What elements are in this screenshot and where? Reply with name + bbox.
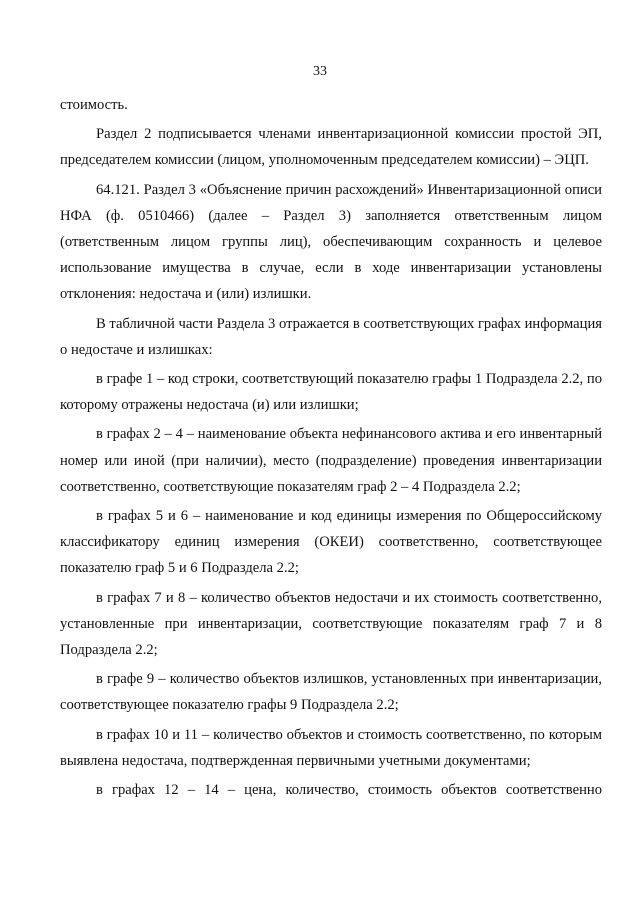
paragraph-continuation: стоимость. (60, 97, 128, 113)
paragraph-section2-signing: Раздел 2 подписывается членами инвентаризационной комиссии простой ЭП, председателем комиссии (лицом, уполномоченным председателем комиссии) – ЭЦП. (60, 126, 602, 169)
paragraph-columns-7-8: в графах 7 и 8 – количество объектов недостачи и их стоимость соответственно, установленные при инвентаризации, соответствующие показателям граф 7 и 8 Подраздела 2.2; (60, 589, 602, 659)
paragraph-column-9: в графе 9 – количество объектов излишков, установленных при инвентаризации, соответствующее показателю графы 9 Подраздела 2.2; (60, 671, 602, 714)
paragraph-table-part: В табличной части Раздела 3 отражается в соответствующих графах информация о недостаче и излишках: (60, 315, 602, 358)
paragraph-columns-10-11: в графах 10 и 11 – количество объектов и стоимость соответственно, по которым выявлена недостача, подтвержденная первичными учетными документами; (60, 726, 602, 769)
paragraph-columns-12-14: в графах 12 – 14 – цена, количество, стоимость объектов соответственно (96, 782, 602, 799)
paragraph-columns-2-4: в графах 2 – 4 – наименование объекта нефинансового актива и его инвентарный номер или иной (при наличии), место (подразделение) проведения инвентаризации соответственно, соответствующие показателям граф 2 – 4 Подраздела 2.2; (60, 426, 602, 495)
document-body (60, 92, 602, 803)
paragraph-columns-5-6: в графах 5 и 6 – наименование и код единицы измерения по Общероссийскому классификатору единиц измерения (ОКЕИ) соответственно, соответствующее показателю граф 5 и 6 Подраздела 2.2; (60, 508, 602, 577)
paragraph-64-121: 64.121. Раздел 3 «Объяснение причин расхождений» Инвентаризационной описи НФА (ф. 0510466) (далее – Раздел 3) заполняется ответственным лицом (ответственным лицом группы лиц), обеспечивающим сохранность и целевое использование имущества в случае, если в ходе инвентаризации установлены отклонения: недостача и (или) излишки. (60, 181, 602, 303)
paragraph-column-1: в графе 1 – код строки, соответствующий показателю графы 1 Подраздела 2.2, по которому отражены недостача (и) или излишки; (60, 371, 602, 414)
page-number: 33 (313, 64, 327, 79)
